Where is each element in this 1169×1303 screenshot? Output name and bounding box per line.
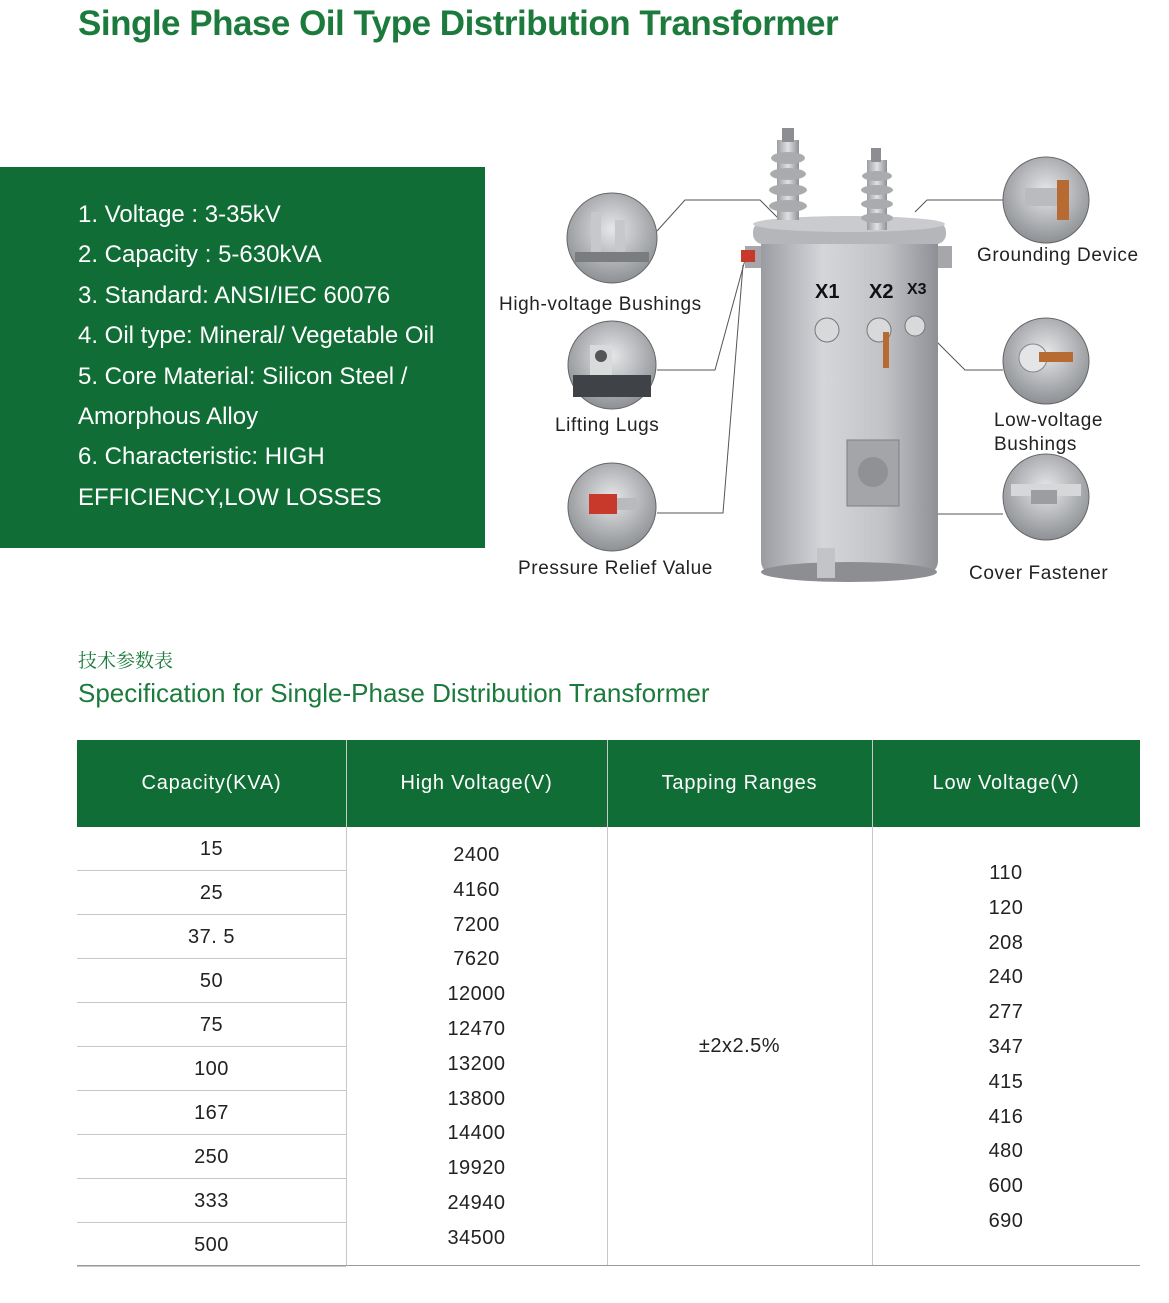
table-row: 75 <box>77 1003 346 1047</box>
callout-lifting-lugs: Lifting Lugs <box>555 415 660 436</box>
spec-capacity: 2. Capacity : 5-630kVA <box>78 241 322 269</box>
spec-core-material: 5. Core Material: Silicon Steel / <box>78 362 408 390</box>
spec-characteristic-cont: EFFICIENCY,LOW LOSSES <box>78 483 382 511</box>
terminal-x2: X2 <box>869 281 894 303</box>
list-item: 34500 <box>447 1226 506 1249</box>
list-item: 7620 <box>453 948 500 971</box>
list-item: 7200 <box>453 913 500 936</box>
table-row: 25 <box>77 871 346 915</box>
list-item: 120 <box>988 896 1024 919</box>
thumb-lv-bushings <box>1003 318 1089 404</box>
list-item: 415 <box>988 1070 1024 1093</box>
callout-pressure-relief: Pressure Relief Value <box>518 558 713 579</box>
hv-bushing-2 <box>861 148 893 230</box>
list-item: 13800 <box>447 1087 506 1110</box>
spec-table <box>77 740 1140 1266</box>
table-header <box>77 740 1140 827</box>
spec-voltage: 1. Voltage : 3-35kV <box>78 201 281 228</box>
list-item: 12000 <box>447 983 506 1006</box>
callout-cover-fastener: Cover Fastener <box>969 563 1109 584</box>
thumb-grounding-device <box>1003 157 1089 243</box>
list-item: 19920 <box>447 1157 506 1180</box>
terminal-x1: X1 <box>815 281 840 303</box>
drain-valve <box>817 548 835 578</box>
table-row: 500 <box>77 1223 346 1267</box>
list-item: 277 <box>988 1001 1024 1024</box>
header-low-voltage: Low Voltage(V) <box>932 772 1080 794</box>
list-item: 14400 <box>447 1122 506 1145</box>
table-row: 100 <box>77 1047 346 1091</box>
thumb-pressure-relief <box>568 463 656 551</box>
table-row: 50 <box>77 959 346 1003</box>
specs-list <box>78 195 478 518</box>
list-item: 2400 <box>453 844 500 866</box>
list-item: 13200 <box>447 1052 506 1075</box>
header-high-voltage: High Voltage(V) <box>400 772 553 794</box>
header-capacity: Capacity(KVA) <box>141 772 282 794</box>
transformer-diagram <box>495 120 1169 600</box>
table-bottom-border <box>77 1265 1140 1266</box>
list-item: 110 <box>989 862 1023 884</box>
thumb-hv-bushings <box>567 193 657 283</box>
table-row: 37. 5 <box>77 915 346 959</box>
list-item: 4160 <box>453 878 500 901</box>
list-item: 208 <box>988 931 1024 954</box>
header-tapping-ranges: Tapping Ranges <box>661 772 818 794</box>
callout-low-voltage-line1: Low-voltage <box>994 410 1104 431</box>
capacity-column <box>77 827 346 1267</box>
page-title: Single Phase Oil Type Distribution Transformer <box>78 4 839 43</box>
thumb-cover-fastener <box>1003 454 1089 540</box>
spec-standard: 3. Standard: ANSI/IEC 60076 <box>78 281 391 309</box>
tapping-range-value: ±2x2.5% <box>698 1035 781 1057</box>
low-voltage-column <box>872 856 1140 1239</box>
specs-panel <box>0 167 485 548</box>
list-item: 347 <box>988 1035 1024 1058</box>
callout-low-voltage-line2: Bushings <box>994 434 1077 455</box>
thumb-lifting-lugs <box>568 321 656 409</box>
callout-high-voltage-bushings: High-voltage Bushings <box>499 294 702 315</box>
list-item: 240 <box>988 966 1024 989</box>
column-divider <box>607 740 608 1266</box>
spec-table-heading: Specification for Single-Phase Distribution Transformer <box>78 678 710 708</box>
list-item: 480 <box>988 1140 1024 1163</box>
terminal-x3: X3 <box>907 281 927 298</box>
callout-grounding-device: Grounding Device <box>977 245 1139 266</box>
transformer-illustration <box>495 120 1169 600</box>
subtitle-chinese: 技术参数表 <box>78 651 174 672</box>
table-row: 250 <box>77 1135 346 1179</box>
high-voltage-column <box>346 838 607 1256</box>
list-item: 416 <box>988 1105 1024 1128</box>
list-item: 24940 <box>447 1191 506 1214</box>
table-row: 333 <box>77 1179 346 1223</box>
table-row: 167 <box>77 1091 346 1135</box>
list-item: 12470 <box>447 1017 506 1040</box>
spec-core-material-cont: Amorphous Alloy <box>78 403 259 431</box>
spec-characteristic: 6. Characteristic: HIGH <box>78 443 325 471</box>
list-item: 690 <box>988 1209 1024 1232</box>
hv-bushing-1 <box>769 128 807 220</box>
spec-oil-type: 4. Oil type: Mineral/ Vegetable Oil <box>78 322 435 350</box>
copper-strap <box>883 332 889 368</box>
list-item: 600 <box>988 1175 1024 1198</box>
table-row: 15 <box>77 827 346 871</box>
